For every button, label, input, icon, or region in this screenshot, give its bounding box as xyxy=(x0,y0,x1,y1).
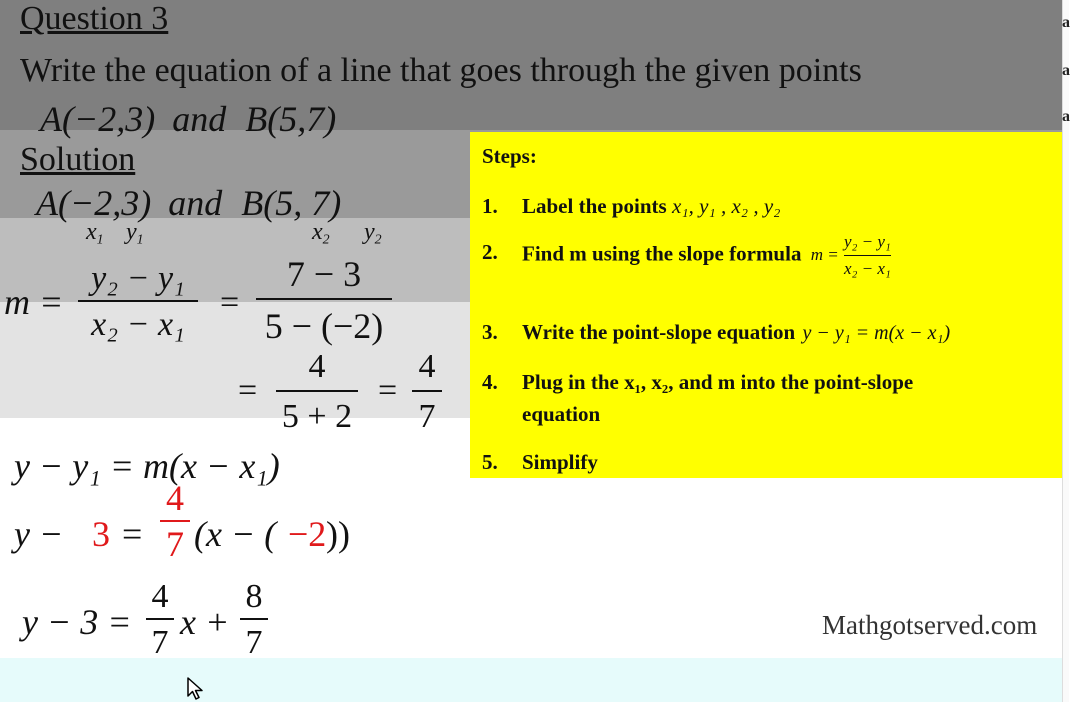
equals-sign: = xyxy=(220,284,240,321)
solution-points xyxy=(36,185,341,221)
step-number: 1. xyxy=(482,194,498,218)
step-3-equation: y − y₁ = m(x − x₁) xyxy=(802,322,951,344)
and-word: and xyxy=(168,183,223,223)
right-edge-char: a xyxy=(1062,14,1070,31)
final-lhs: y − 3 = xyxy=(22,602,132,642)
final-mid: x + xyxy=(180,602,230,642)
slope-result-fraction: 4 7 xyxy=(412,350,442,434)
right-edge-char: a xyxy=(1062,108,1070,125)
mouse-cursor-icon xyxy=(186,676,206,702)
point-a: A(−2,3) xyxy=(36,183,152,223)
slope-sum-fraction: 4 5 + 2 xyxy=(276,350,358,434)
and-word: and xyxy=(172,99,227,139)
step-number: 3. xyxy=(482,320,498,344)
substitution-lhs: y − xyxy=(14,514,64,554)
right-edge-char: a xyxy=(1062,62,1070,79)
steps-panel xyxy=(470,132,1062,478)
label-x2: $x_2$ xyxy=(312,219,330,248)
substituted-x-value: −2 xyxy=(288,514,327,554)
equals-sign: = xyxy=(122,514,143,554)
given-points xyxy=(40,101,336,137)
final-constant-fraction: 8 7 xyxy=(240,580,268,660)
slope-m: m = xyxy=(4,282,64,322)
label-y2: $y_2$ xyxy=(364,219,382,248)
question-text: Write the equation of a line that goes through the given points xyxy=(20,52,862,89)
substitution-paren: (x − ( xyxy=(194,514,277,554)
substituted-slope-fraction: 4 7 xyxy=(160,480,190,562)
step-2: Find m using the slope formula m = $\frac{\text{y₂ − y₁}}{\text{x₂ − x₁}}$ xyxy=(522,232,891,278)
steps-title: Steps: xyxy=(482,144,537,168)
step-1-variables: x₁, y₁ , x₂ , y₂ xyxy=(671,194,781,218)
equals-sign: = xyxy=(378,372,398,409)
step-1: Label the points x₁, y₁ , x₂ , y₂ xyxy=(522,194,781,218)
substituted-y-value: 3 xyxy=(92,514,110,554)
step-number: 2. xyxy=(482,240,498,264)
step-number: 5. xyxy=(482,450,498,474)
equals-sign: = xyxy=(238,372,258,409)
step-3: Write the point-slope equation y − y₁ = m(x − x₁) xyxy=(522,320,951,344)
final-term-fraction: 4 7 xyxy=(146,580,174,660)
slope-formula-fraction: y₂ − y₁ x₂ − x₁ xyxy=(78,262,198,342)
point-b: B(5,7) xyxy=(245,99,337,139)
right-edge-strip xyxy=(1062,0,1069,702)
label-y1: $y_1$ xyxy=(126,219,144,248)
watermark: Mathgotserved.com xyxy=(822,610,1038,640)
step-4: Plug in the x₁, x₂, and m into the point-slope xyxy=(522,370,914,394)
point-a: A(−2,3) xyxy=(40,99,156,139)
step-4-continued: equation xyxy=(522,402,601,426)
solution-label: Solution xyxy=(20,141,136,178)
substitution-close: )) xyxy=(326,514,350,554)
point-slope-form: y − y₁ = m(x − x₁) xyxy=(14,446,280,486)
point-b: B(5, 7) xyxy=(241,183,342,223)
step-2-slope-formula: $\frac{\text{y₂ − y₁}}{\text{x₂ − x₁}}$ xyxy=(843,232,891,278)
label-x1: $x_1$ xyxy=(86,219,104,248)
slope-values-fraction: 7 − 3 5 − (−2) xyxy=(256,256,392,344)
step-5: Simplify xyxy=(522,450,598,474)
question-heading: Question 3 xyxy=(20,0,169,37)
step-number: 4. xyxy=(482,370,498,394)
background-band xyxy=(0,658,1062,702)
